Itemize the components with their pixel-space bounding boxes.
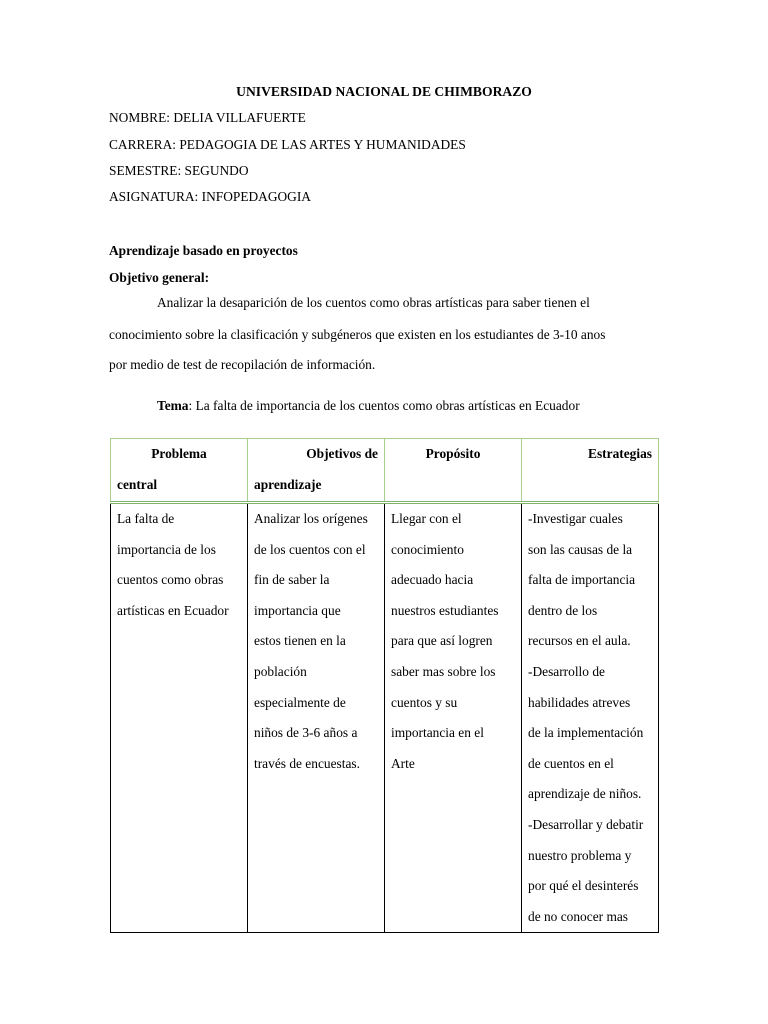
cell-line: importancia de los — [117, 541, 216, 557]
cell-line: para que así logren — [391, 633, 493, 649]
cell-line: importancia en el — [391, 725, 484, 741]
cell-line: aprendizaje de niños. — [528, 786, 642, 802]
cell-line: -Desarrollo de — [528, 663, 605, 679]
tema-text: : La falta de importancia de los cuentos como obras artísticas en Ecuador — [188, 398, 580, 413]
cell-line: conocimiento — [391, 541, 464, 557]
cell-proposito — [385, 503, 522, 933]
semester: SEMESTRE: SEGUNDO — [109, 163, 249, 178]
cell-line: Llegar con el — [391, 511, 462, 526]
cell-line: son las causas de la — [528, 541, 633, 557]
table-row — [111, 503, 659, 933]
header-text: central — [117, 476, 158, 492]
cell-line: por qué el desinterés — [528, 878, 639, 894]
tema-label: Tema — [157, 398, 189, 413]
cell-estrategias — [522, 503, 659, 933]
header-text: Estrategias — [588, 446, 652, 461]
cell-line: niños de 3-6 años a — [254, 725, 358, 741]
tema-line — [157, 398, 580, 414]
header-cell-problema — [111, 439, 248, 503]
cell-line: fin de saber la — [254, 572, 330, 588]
objective-label: Objetivo general: — [109, 270, 210, 285]
cell-line: artísticas en Ecuador — [117, 602, 229, 618]
university-title: UNIVERSIDAD NACIONAL DE CHIMBORAZO — [236, 84, 532, 99]
career: CARRERA: PEDAGOGIA DE LAS ARTES Y HUMANIDADES — [109, 137, 466, 152]
cell-line: falta de importancia — [528, 572, 636, 588]
header-text: Propósito — [425, 446, 481, 461]
cell-line: recursos en el aula. — [528, 633, 631, 649]
student-name: NOMBRE: DELIA VILLAFUERTE — [109, 110, 306, 125]
header-text: Problema — [151, 446, 207, 461]
cell-line: saber mas sobre los — [391, 663, 496, 679]
cell-line: importancia que — [254, 602, 341, 618]
cell-line: nuestro problema y — [528, 847, 632, 863]
objective-line-3: por medio de test de recopilación de información. — [109, 357, 376, 372]
cell-line: través de encuestas. — [254, 755, 360, 771]
cell-problema — [111, 503, 248, 933]
cell-line: de no conocer mas — [528, 908, 629, 924]
header-cell-estrategias — [522, 439, 659, 503]
cell-line: de cuentos en el — [528, 755, 614, 771]
cell-line: Analizar los orígenes — [254, 511, 368, 526]
cell-line: nuestros estudiantes — [391, 602, 499, 618]
section-heading: Aprendizaje basado en proyectos — [109, 243, 298, 258]
cell-line: -Investigar cuales — [528, 511, 623, 526]
project-table — [110, 438, 659, 933]
subject: ASIGNATURA: INFOPEDAGOGIA — [109, 189, 311, 204]
header-cell-proposito — [385, 439, 522, 503]
header-cell-objetivos — [248, 439, 385, 503]
objective-line-2: conocimiento sobre la clasificación y subgéneros que existen en los estudiantes de 3-10 anos — [109, 327, 606, 342]
cell-line: cuentos y su — [391, 694, 458, 710]
cell-line: Arte — [391, 755, 415, 771]
cell-line: especialmente de — [254, 694, 346, 710]
cell-line: estos tienen en la — [254, 633, 346, 649]
objective-line-1: Analizar la desaparición de los cuentos como obras artísticas para saber tienen el — [157, 295, 590, 310]
header-text: aprendizaje — [254, 476, 322, 492]
cell-line: habilidades atreves — [528, 694, 631, 710]
cell-line: población — [254, 663, 307, 679]
cell-line: adecuado hacia — [391, 572, 474, 588]
cell-line: La falta de — [117, 511, 175, 526]
table-header-row — [111, 439, 659, 503]
cell-line: de los cuentos con el — [254, 541, 366, 557]
cell-line: cuentos como obras — [117, 572, 224, 588]
cell-line: dentro de los — [528, 602, 598, 618]
header-text: Objetivos de — [306, 446, 378, 461]
cell-line: de la implementación — [528, 725, 644, 741]
cell-line: -Desarrollar y debatir — [528, 816, 644, 832]
cell-objetivos — [248, 503, 385, 933]
